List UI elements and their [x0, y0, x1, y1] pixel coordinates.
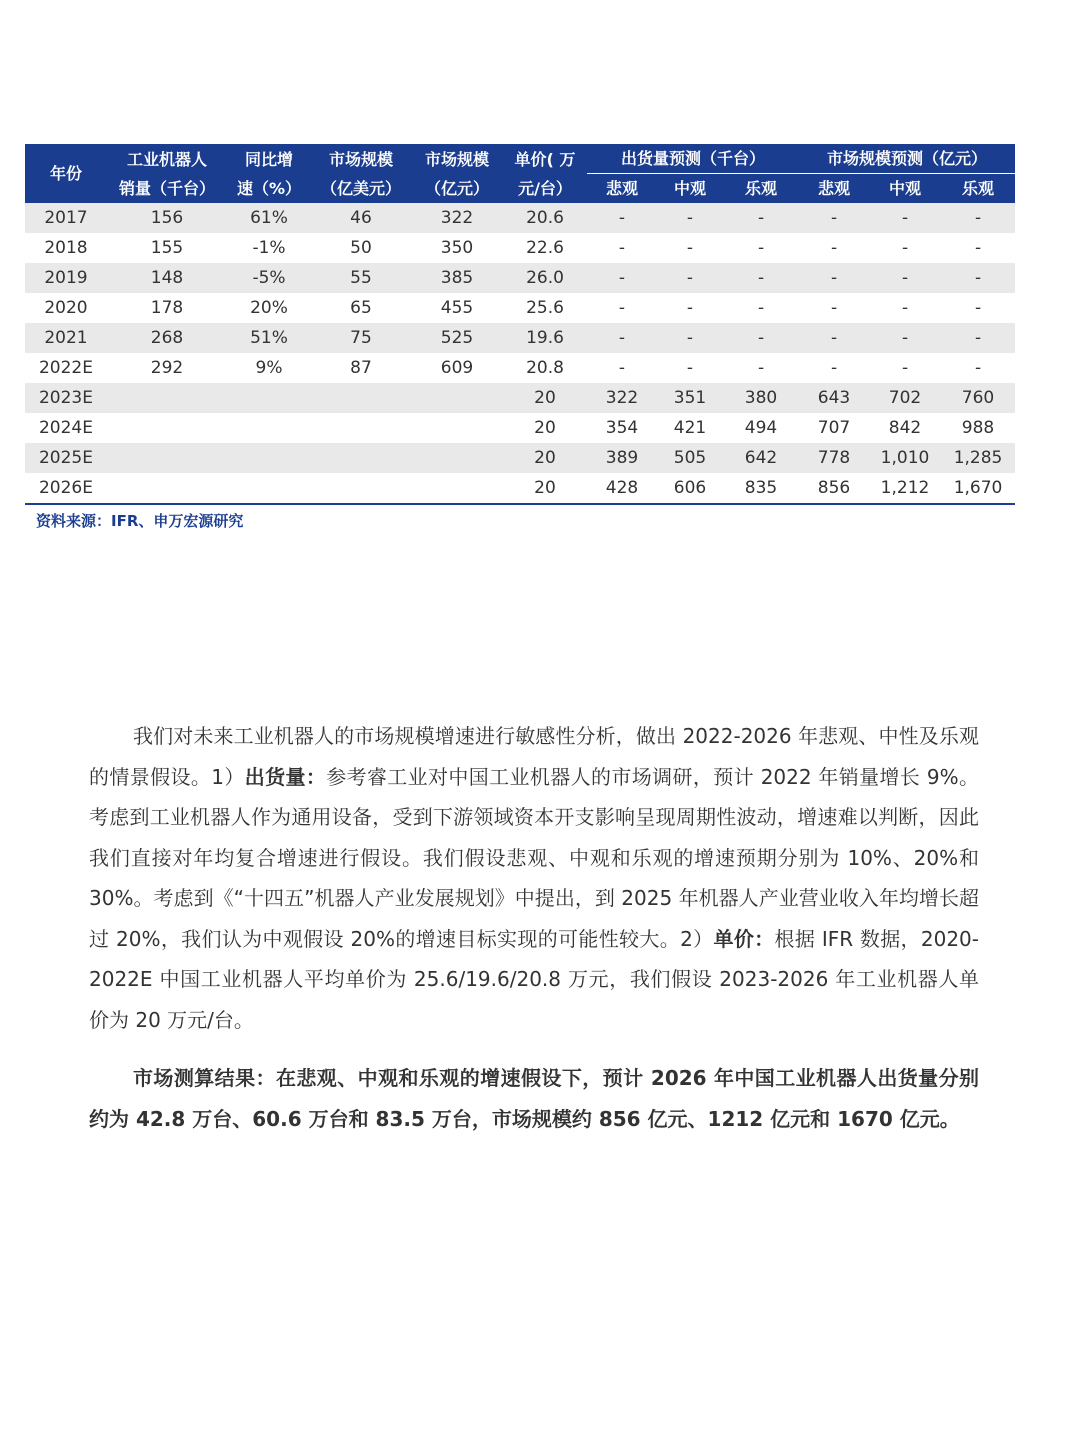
- table-cell: 389: [587, 443, 657, 473]
- table-cell: -: [723, 263, 799, 293]
- table-cell: [227, 383, 311, 413]
- table-cell: 55: [311, 263, 411, 293]
- table-cell: 148: [107, 263, 227, 293]
- header-usd-line2: （亿美元）: [320, 178, 401, 198]
- header-price-line2: 元/台）: [518, 178, 572, 198]
- forecast-table-container: [25, 144, 1015, 505]
- table-cell: 322: [587, 383, 657, 413]
- table-cell: -5%: [227, 263, 311, 293]
- table-cell: 155: [107, 233, 227, 263]
- table-cell: -: [941, 353, 1015, 383]
- table-cell: -: [799, 323, 869, 353]
- table-cell: 75: [311, 323, 411, 353]
- table-cell: 643: [799, 383, 869, 413]
- table-cell: 322: [411, 203, 503, 233]
- table-cell: -: [657, 323, 723, 353]
- table-cell: -: [657, 263, 723, 293]
- table-cell: -: [657, 353, 723, 383]
- paragraph1-price-text: 根据 IFR 数据，2020-2022E 中国工业机器人平均单价为 25.6/19.6/20.8 万元，我们假设 2023-2026 年工业机器人单价为 20 万元/台。: [89, 926, 979, 1032]
- table-cell: -: [869, 353, 941, 383]
- table-cell: [107, 443, 227, 473]
- table-cell: 1,285: [941, 443, 1015, 473]
- table-cell: -: [941, 203, 1015, 233]
- table-cell: 2019: [25, 263, 107, 293]
- header-market-forecast: 市场规模预测（亿元）: [799, 144, 1015, 174]
- header-market-pessimistic: 悲观: [799, 174, 869, 204]
- table-row: [25, 413, 1015, 443]
- table-cell: -: [941, 323, 1015, 353]
- table-row: [25, 263, 1015, 293]
- table-cell: 87: [311, 353, 411, 383]
- table-cell: 702: [869, 383, 941, 413]
- table-cell: 156: [107, 203, 227, 233]
- analysis-paragraph: [89, 716, 979, 1040]
- table-cell: -: [869, 263, 941, 293]
- table-cell: [107, 413, 227, 443]
- table-cell: -: [869, 203, 941, 233]
- table-cell: 20.8: [503, 353, 587, 383]
- table-cell: -: [587, 323, 657, 353]
- table-cell: 26.0: [503, 263, 587, 293]
- table-cell: [411, 413, 503, 443]
- table-body: [25, 203, 1015, 504]
- table-cell: -: [869, 233, 941, 263]
- table-cell: -: [799, 293, 869, 323]
- table-cell: -: [657, 233, 723, 263]
- table-cell: 2017: [25, 203, 107, 233]
- header-yoy: [227, 144, 311, 203]
- table-cell: 25.6: [503, 293, 587, 323]
- table-cell: [411, 443, 503, 473]
- table-cell: -: [587, 263, 657, 293]
- table-row: [25, 323, 1015, 353]
- table-cell: -: [587, 353, 657, 383]
- table-cell: 835: [723, 473, 799, 504]
- header-price-line1: 单价( 万: [514, 149, 576, 169]
- result-paragraph: 市场测算结果：在悲观、中观和乐观的增速假设下，预计 2026 年中国工业机器人出货量分别约为 42.8 万台、60.6 万台和 83.5 万台，市场规模约 856 亿元、1212 亿元和 1670 亿元。: [89, 1066, 979, 1131]
- table-cell: 2018: [25, 233, 107, 263]
- table-cell: 292: [107, 353, 227, 383]
- header-shipment-forecast: 出货量预测（千台）: [587, 144, 799, 174]
- table-cell: 494: [723, 413, 799, 443]
- table-cell: 46: [311, 203, 411, 233]
- table-cell: [311, 443, 411, 473]
- header-yoy-line2: 速（%）: [236, 178, 302, 198]
- table-cell: 268: [107, 323, 227, 353]
- table-cell: [311, 413, 411, 443]
- forecast-table: [25, 144, 1015, 505]
- source-note: 资料来源：IFR、申万宏源研究: [36, 512, 244, 530]
- table-cell: [227, 413, 311, 443]
- table-cell: -: [869, 323, 941, 353]
- table-cell: -: [587, 293, 657, 323]
- table-row: [25, 353, 1015, 383]
- table-cell: -: [799, 203, 869, 233]
- table-cell: -: [657, 293, 723, 323]
- table-cell: 1,010: [869, 443, 941, 473]
- table-cell: 19.6: [503, 323, 587, 353]
- table-cell: [411, 383, 503, 413]
- table-row: [25, 203, 1015, 233]
- table-cell: 642: [723, 443, 799, 473]
- table-cell: -: [723, 203, 799, 233]
- header-usd: [311, 144, 411, 203]
- table-cell: 2020: [25, 293, 107, 323]
- paragraph1-shipment-text: 参考睿工业对中国工业机器人的市场调研，预计 2022 年销量增长 9%。考虑到工业机器人作为通用设备，受到下游领域资本开支影响呈现周期性波动，增速难以判断，因此我们直接对年均复合增速进行假设。我们假设悲观、中观和乐观的增速预期分别为 10%、20%和 30%。考虑到《“十四五”机器人产业发展规划》中提出，到 2025 年机器人产业营业收入年均增长超过 20%，我们认为中观假设 20%的增速目标实现的可能性较大。2）: [89, 764, 980, 951]
- table-cell: -: [723, 323, 799, 353]
- header-ship-optimistic: 乐观: [723, 174, 799, 204]
- table-cell: 1,212: [869, 473, 941, 504]
- table-cell: -: [723, 293, 799, 323]
- table-cell: 2021: [25, 323, 107, 353]
- table-cell: 505: [657, 443, 723, 473]
- table-cell: 1,670: [941, 473, 1015, 504]
- table-cell: -1%: [227, 233, 311, 263]
- table-row: [25, 233, 1015, 263]
- table-cell: 609: [411, 353, 503, 383]
- table-row: [25, 293, 1015, 323]
- table-cell: 20.6: [503, 203, 587, 233]
- table-cell: 351: [657, 383, 723, 413]
- table-cell: 22.6: [503, 233, 587, 263]
- table-cell: [107, 383, 227, 413]
- table-cell: 760: [941, 383, 1015, 413]
- table-cell: [311, 383, 411, 413]
- table-cell: -: [587, 203, 657, 233]
- table-cell: 2026E: [25, 473, 107, 504]
- paragraph1-shipment-label: 出货量：: [244, 764, 327, 789]
- table-cell: [227, 443, 311, 473]
- table-cell: -: [799, 263, 869, 293]
- table-cell: 350: [411, 233, 503, 263]
- header-sales-line1: 工业机器人: [126, 149, 207, 169]
- table-cell: 525: [411, 323, 503, 353]
- paragraph1-intro: 我们对未来工业机器人的市场规模增速进行敏感性分析，做出 2022-2026 年悲观、中性及乐观的情景假设。1）: [89, 724, 979, 789]
- table-header: [25, 144, 1015, 203]
- table-cell: 606: [657, 473, 723, 504]
- table-row: [25, 443, 1015, 473]
- table-cell: 380: [723, 383, 799, 413]
- table-cell: 65: [311, 293, 411, 323]
- table-cell: [107, 473, 227, 504]
- table-cell: 455: [411, 293, 503, 323]
- paragraph1-price-label: 单价：: [713, 926, 775, 951]
- table-cell: -: [723, 233, 799, 263]
- table-cell: 20: [503, 383, 587, 413]
- table-cell: -: [941, 263, 1015, 293]
- table-cell: -: [657, 203, 723, 233]
- table-cell: 2024E: [25, 413, 107, 443]
- table-cell: 51%: [227, 323, 311, 353]
- table-cell: 856: [799, 473, 869, 504]
- header-usd-line1: 市场规模: [328, 149, 393, 169]
- header-cny: [411, 144, 503, 203]
- header-yoy-line1: 同比增: [244, 149, 293, 169]
- table-cell: 178: [107, 293, 227, 323]
- table-row: [25, 473, 1015, 504]
- table-cell: -: [799, 233, 869, 263]
- table-cell: 707: [799, 413, 869, 443]
- table-cell: 2022E: [25, 353, 107, 383]
- table-cell: 61%: [227, 203, 311, 233]
- table-cell: 20: [503, 413, 587, 443]
- table-cell: 50: [311, 233, 411, 263]
- table-cell: -: [941, 233, 1015, 263]
- table-cell: -: [587, 233, 657, 263]
- header-ship-pessimistic: 悲观: [587, 174, 657, 204]
- table-cell: 778: [799, 443, 869, 473]
- header-year: 年份: [25, 144, 107, 203]
- header-ship-neutral: 中观: [657, 174, 723, 204]
- table-row: [25, 383, 1015, 413]
- header-sales-line2: 销量（千台）: [118, 178, 215, 198]
- header-cny-line2: （亿元）: [424, 178, 489, 198]
- table-cell: 20: [503, 473, 587, 504]
- table-cell: 20: [503, 443, 587, 473]
- table-cell: 988: [941, 413, 1015, 443]
- table-cell: -: [941, 293, 1015, 323]
- table-cell: 428: [587, 473, 657, 504]
- table-cell: 2023E: [25, 383, 107, 413]
- table-cell: -: [723, 353, 799, 383]
- table-cell: 385: [411, 263, 503, 293]
- table-cell: -: [869, 293, 941, 323]
- table-cell: 9%: [227, 353, 311, 383]
- table-cell: 421: [657, 413, 723, 443]
- header-market-optimistic: 乐观: [941, 174, 1015, 204]
- table-cell: [411, 473, 503, 504]
- table-cell: 354: [587, 413, 657, 443]
- table-cell: 2025E: [25, 443, 107, 473]
- table-cell: [311, 473, 411, 504]
- header-market-neutral: 中观: [869, 174, 941, 204]
- header-cny-line1: 市场规模: [424, 149, 489, 169]
- table-cell: 20%: [227, 293, 311, 323]
- table-cell: [227, 473, 311, 504]
- header-price: [503, 144, 587, 203]
- table-cell: 842: [869, 413, 941, 443]
- header-sales: [107, 144, 227, 203]
- table-cell: -: [799, 353, 869, 383]
